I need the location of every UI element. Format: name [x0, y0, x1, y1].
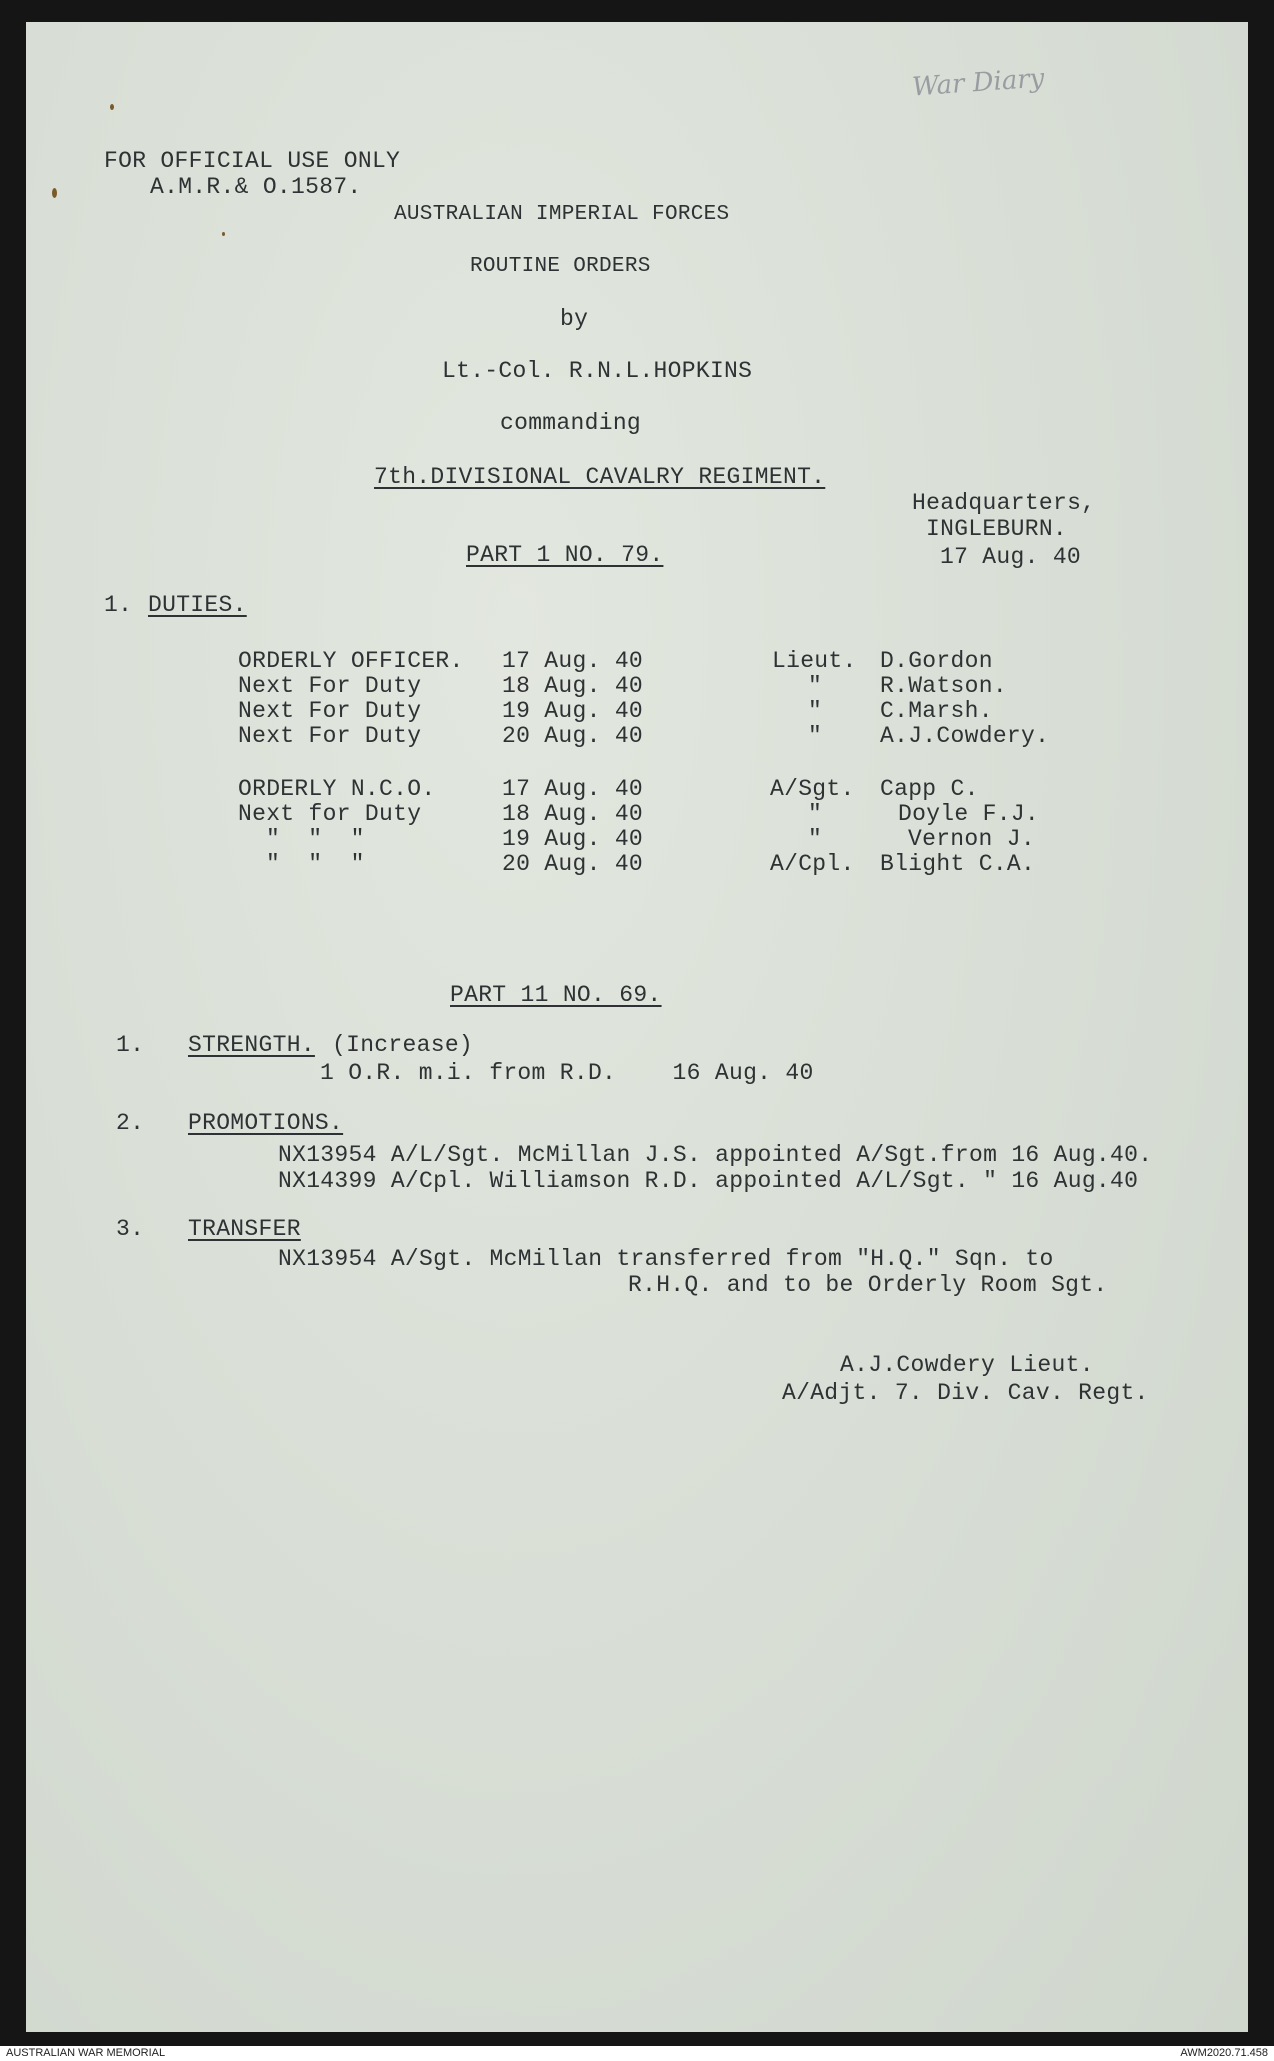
- section-title: TRANSFER: [188, 1216, 301, 1242]
- duty-date: 19 Aug. 40: [502, 826, 644, 852]
- duty-date: 20 Aug. 40: [502, 723, 644, 749]
- title-line: commanding: [500, 410, 642, 436]
- duty-rank: A/Cpl.: [770, 851, 855, 877]
- paper-speck: [52, 188, 57, 198]
- duty-rank: Lieut.: [772, 648, 857, 674]
- duty-role: Next For Duty: [238, 723, 422, 749]
- part2-heading: PART 11 NO. 69.: [450, 982, 662, 1008]
- location-line: INGLEBURN.: [926, 516, 1068, 542]
- duty-name: A.J.Cowdery.: [880, 723, 1050, 749]
- duty-rank: ": [808, 698, 823, 724]
- location-line: Headquarters,: [912, 490, 1096, 516]
- duty-role: Next For Duty: [238, 673, 422, 699]
- duty-role: ORDERLY OFFICER.: [238, 648, 464, 674]
- duty-name: R.Watson.: [880, 673, 1007, 699]
- section-note: (Increase): [332, 1032, 474, 1058]
- duty-name: Doyle F.J.: [898, 801, 1040, 827]
- section-title: STRENGTH.: [188, 1032, 315, 1058]
- signature-title: A/Adjt. 7. Div. Cav. Regt.: [782, 1380, 1149, 1406]
- paper-speck: [110, 104, 114, 110]
- duty-rank: ": [808, 801, 823, 827]
- regiment-title: 7th.DIVISIONAL CAVALRY REGIMENT.: [374, 464, 826, 490]
- location-line: 17 Aug. 40: [940, 544, 1082, 570]
- part1-heading: PART 1 NO. 79.: [466, 542, 664, 568]
- duty-date: 17 Aug. 40: [502, 648, 644, 674]
- duty-name: Capp C.: [880, 776, 979, 802]
- order-line: R.H.Q. and to be Orderly Room Sgt.: [628, 1272, 1108, 1298]
- reference-number: A.M.R.& O.1587.: [150, 174, 362, 200]
- footer-credit: AUSTRALIAN WAR MEMORIAL: [6, 2047, 166, 2059]
- section-number: 1.: [104, 592, 133, 618]
- duty-date: 18 Aug. 40: [502, 673, 644, 699]
- section-title: PROMOTIONS.: [188, 1110, 344, 1136]
- duty-name: Blight C.A.: [880, 851, 1036, 877]
- duty-date: 20 Aug. 40: [502, 851, 644, 877]
- official-use-label: FOR OFFICIAL USE ONLY: [104, 148, 401, 174]
- duty-name: Vernon J.: [908, 826, 1035, 852]
- footer-id: AWM2020.71.458: [1180, 2047, 1268, 2059]
- signature-name: A.J.Cowdery Lieut.: [840, 1352, 1094, 1378]
- title-line: ROUTINE ORDERS: [470, 255, 651, 278]
- section-number: 1.: [116, 1032, 145, 1058]
- duty-role: Next for Duty: [238, 801, 422, 827]
- order-line: 1 O.R. m.i. from R.D. 16 Aug. 40: [320, 1060, 814, 1086]
- duty-role: " " ": [266, 851, 365, 877]
- section-title: DUTIES.: [148, 592, 247, 618]
- title-line: by: [560, 306, 589, 332]
- duty-rank: A/Sgt.: [770, 776, 855, 802]
- duty-name: D.Gordon: [880, 648, 993, 674]
- duty-role: Next For Duty: [238, 698, 422, 724]
- order-line: NX13954 A/L/Sgt. McMillan J.S. appointed A/Sgt.from 16 Aug.40.: [278, 1142, 1153, 1168]
- document-page: [26, 22, 1248, 2032]
- duty-role: ORDERLY N.C.O.: [238, 776, 436, 802]
- duty-role: " " ": [266, 826, 365, 852]
- duty-rank: ": [808, 723, 823, 749]
- order-line: NX13954 A/Sgt. McMillan transferred from "H.Q." Sqn. to: [278, 1246, 1054, 1272]
- handwritten-note: War Diary: [911, 63, 1046, 103]
- title-line: Lt.-Col. R.N.L.HOPKINS: [442, 358, 753, 384]
- title-line: AUSTRALIAN IMPERIAL FORCES: [394, 203, 730, 226]
- section-number: 3.: [116, 1216, 145, 1242]
- duty-rank: ": [808, 826, 823, 852]
- duty-date: 17 Aug. 40: [502, 776, 644, 802]
- order-line: NX14399 A/Cpl. Williamson R.D. appointed A/L/Sgt. " 16 Aug.40: [278, 1168, 1139, 1194]
- section-number: 2.: [116, 1110, 145, 1136]
- duty-date: 18 Aug. 40: [502, 801, 644, 827]
- duty-rank: ": [808, 673, 823, 699]
- duty-date: 19 Aug. 40: [502, 698, 644, 724]
- paper-speck: [222, 232, 225, 236]
- duty-name: C.Marsh.: [880, 698, 993, 724]
